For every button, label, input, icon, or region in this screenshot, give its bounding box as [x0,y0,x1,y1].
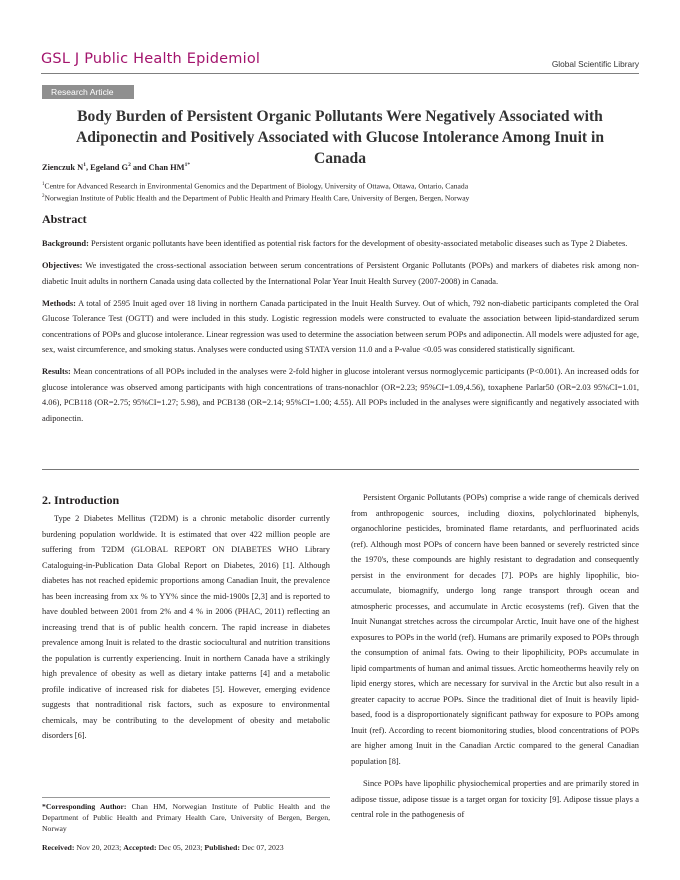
author-name: Chan HM [148,162,185,172]
corresponding-author-footnote [42,801,330,835]
footnote-sup: * [42,802,46,811]
affiliation-sup: 2 [42,194,45,200]
author-list [42,162,190,172]
author-affiliation-sup: 1* [184,162,191,168]
abstract-section-text: Mean concentrations of all POPs included in the analyses were 2-fold higher in glucose intolerant versus normoglycemic participants (P<0.001). An increased odds for glucose intolerance was observed among participants with high concentrations of trans-nonachlor (OR=2.23; 95%CI=1.09,4.56), toxaphene Parlar50 (OR=2.03 95%CI=1.01, 4.06), PCB118 (OR=2.75; 95%CI=1.27; 5.98), and PCB138 (OR=2.14; 95%CI=1.00; 4.55). All POPs included in the analyses were significantly and negatively associated with adiponectin. [42,367,639,423]
footnote-text: Chan HM, Norwegian Institute of Public Health and the Department of Public Health and Primary Health Care, University of Bergen, Bergen, Norway [42,802,330,834]
author-affiliation-sup: 1 [83,162,86,168]
accepted-label: Accepted: [123,843,157,852]
publication-dates [42,843,342,852]
author-separator: , [85,162,91,172]
page-header [41,50,639,74]
affiliation-item [42,192,642,204]
article-title: Body Burden of Persistent Organic Pollutants Were Negatively Associated with Adiponectin and Positively Associated with Glucose Intolerance Among Inuit in Canada [75,108,605,167]
footnote-divider [42,797,330,798]
affiliation-sup: 1 [42,182,45,187]
abstract-methods [42,296,639,358]
abstract-section-text: A total of 2595 Inuit aged over 18 living in northern Canada participated in the Inuit Health Survey. Out of which, 792 non-diabetic participants completed the Oral Glucose Tolerance Test (OGTT) and were included in this study. Logistic regression models were constructed to evaluate the association between lipid-standardized serum concentrations of POPs and glucose intolerance. Linear regression was used to determine the association between serum POPs and adiponectin. All models were adjusted for age, sex, waist circumference, and smoking status. Analyses were conducted using STATA version 11.0 and a P-value <0.05 was considered statistically significant. [42,298,639,354]
journal-name: GSL J Public Health Epidemiol [41,51,261,67]
received-date: Nov 20, 2023; [74,843,124,852]
abstract-section-text: We investigated the cross-sectional association between serum concentrations of Persistent Organic Pollutants (POPs) and markers of diabetes risk among non-diabetic Inuit adults in northern Canada using data collected by the International Polar Year Inuit Health Survey (2007-2008) in Canada. [42,261,639,286]
abstract-body [42,236,639,433]
abstract-heading: Abstract [42,212,87,226]
accepted-date: Dec 05, 2023; [156,843,205,852]
body-paragraph: Since POPs have lipophilic physiochemical properties and are primarily stored in adipose tissue, adipose tissue is a target organ for toxicity [9]. Adipose tissue plays a central role in the pathogenesis of [351,779,639,819]
left-column [42,490,330,751]
publisher-name: Global Scientific Library [551,59,639,69]
abstract-section-label: Objectives: [42,261,83,270]
abstract-divider [42,469,639,470]
abstract-section-text: Persistent organic pollutants have been identified as potential risk factors for the development of obesity-associated metabolic diseases such as Type 2 Diabetes. [88,239,628,248]
body-paragraph: Type 2 Diabetes Mellitus (T2DM) is a chronic metabolic disorder currently burdening population worldwide. It is estimated that over 422 million people are suffering from T2DM (GLOBAL REPORT ON DIABETES WHO Library Cataloguing-in-Publication Data Global Report on Diabetes, 2016) [1]. Although diabetes has not reached epidemic proportions among Canadian Inuit, the prevalence has been increasing from xx % to YY% since the mid-1900s [2,3] and is reported to have doubled between 2001 from 2% and 4 % in 2006 (PHAC, 2011) reflecting an increasing trend that is of public health concern. The rapid increase in diabetes prevalence among Inuit is related to the drastic sociocultural and nutrition transitions the population is currently experiencing. Inuit in northern Canada have a strikingly high prevalence of obesity as well as dietary intake patterns [4] and a metabolic profile indicative of increased risk for diabetes [5]. However, emerging evidence suggests that nontraditional risk factors, such as exposure to environmental chemicals, may be contributing to the development of obesity and metabolic disorders [6]. [42,514,330,740]
right-column [351,490,639,830]
author-name: Zienczuk N [42,162,84,172]
abstract-results [42,364,639,426]
abstract-background [42,236,639,252]
published-date: Dec 07, 2023 [239,843,284,852]
footnote-label: Corresponding Author: [45,802,127,811]
abstract-objectives [42,258,639,289]
body-paragraph: Persistent Organic Pollutants (POPs) comprise a wide range of chemicals derived from anthropogenic sources, including dioxins, polychlorinated biphenyls, organochlorine pesticides, brominated flame retardants, and perfluorinated acids (ref). Although most POPs of concern have been banned or severely restricted since the 1970's, these compounds are highly resistant to degradation and consequently persist in the environment for decades [7]. POPs are highly lipophilic, bio-accumulate, biomagnify, undergo long range transport through ocean and atmospheric processes, and accumulate in Arctic ecosystems (ref). Given that the Inuit Nunangat stretches across the circumpolar Arctic, Inuit have one of the highest exposures to POPs in the world (ref). Humans are primarily exposed to POPs through the consumption of animal fats. Owing to their lipophilicity, POPs accumulate in lipid compartments of human and animal tissues. Arctic homeotherms heavily rely on lipid energy stores, which are necessary for survival in the Arctic but also result in a greater capacity to accrue POPs. Since the traditional diet of Inuit is heavily lipid-based, food is a disproportionately significant pathway for exposure to POPs among Inuit (ref). According to recent biomonitoring studies, blood concentrations of POPs are higher among Inuit in the Canadian Arctic compared to the general Canadian population [8]. [351,493,639,766]
affiliation-item [42,180,642,192]
affiliation-text: Centre for Advanced Research in Environmental Genomics and the Department of Biology, University of Ottawa, Ottawa, Ontario, Canada [44,181,469,191]
affiliation-list [42,180,642,204]
author-name: Egeland G [90,162,129,172]
author-separator: and [130,162,149,172]
received-label: Received: [42,843,75,852]
abstract-section-label: Results: [42,367,71,376]
abstract-section-label: Methods: [42,298,76,308]
published-label: Published: [204,843,240,852]
abstract-section-label: Background: [42,239,89,248]
author-affiliation-sup: 2 [128,162,131,168]
introduction-heading: 2. Introduction [42,493,120,507]
affiliation-text: Norwegian Institute of Public Health and the Department of Public Health and Primary Health Care, University of Bergen, Bergen, Norway [44,193,470,203]
article-type-badge: Research Article [42,85,134,99]
